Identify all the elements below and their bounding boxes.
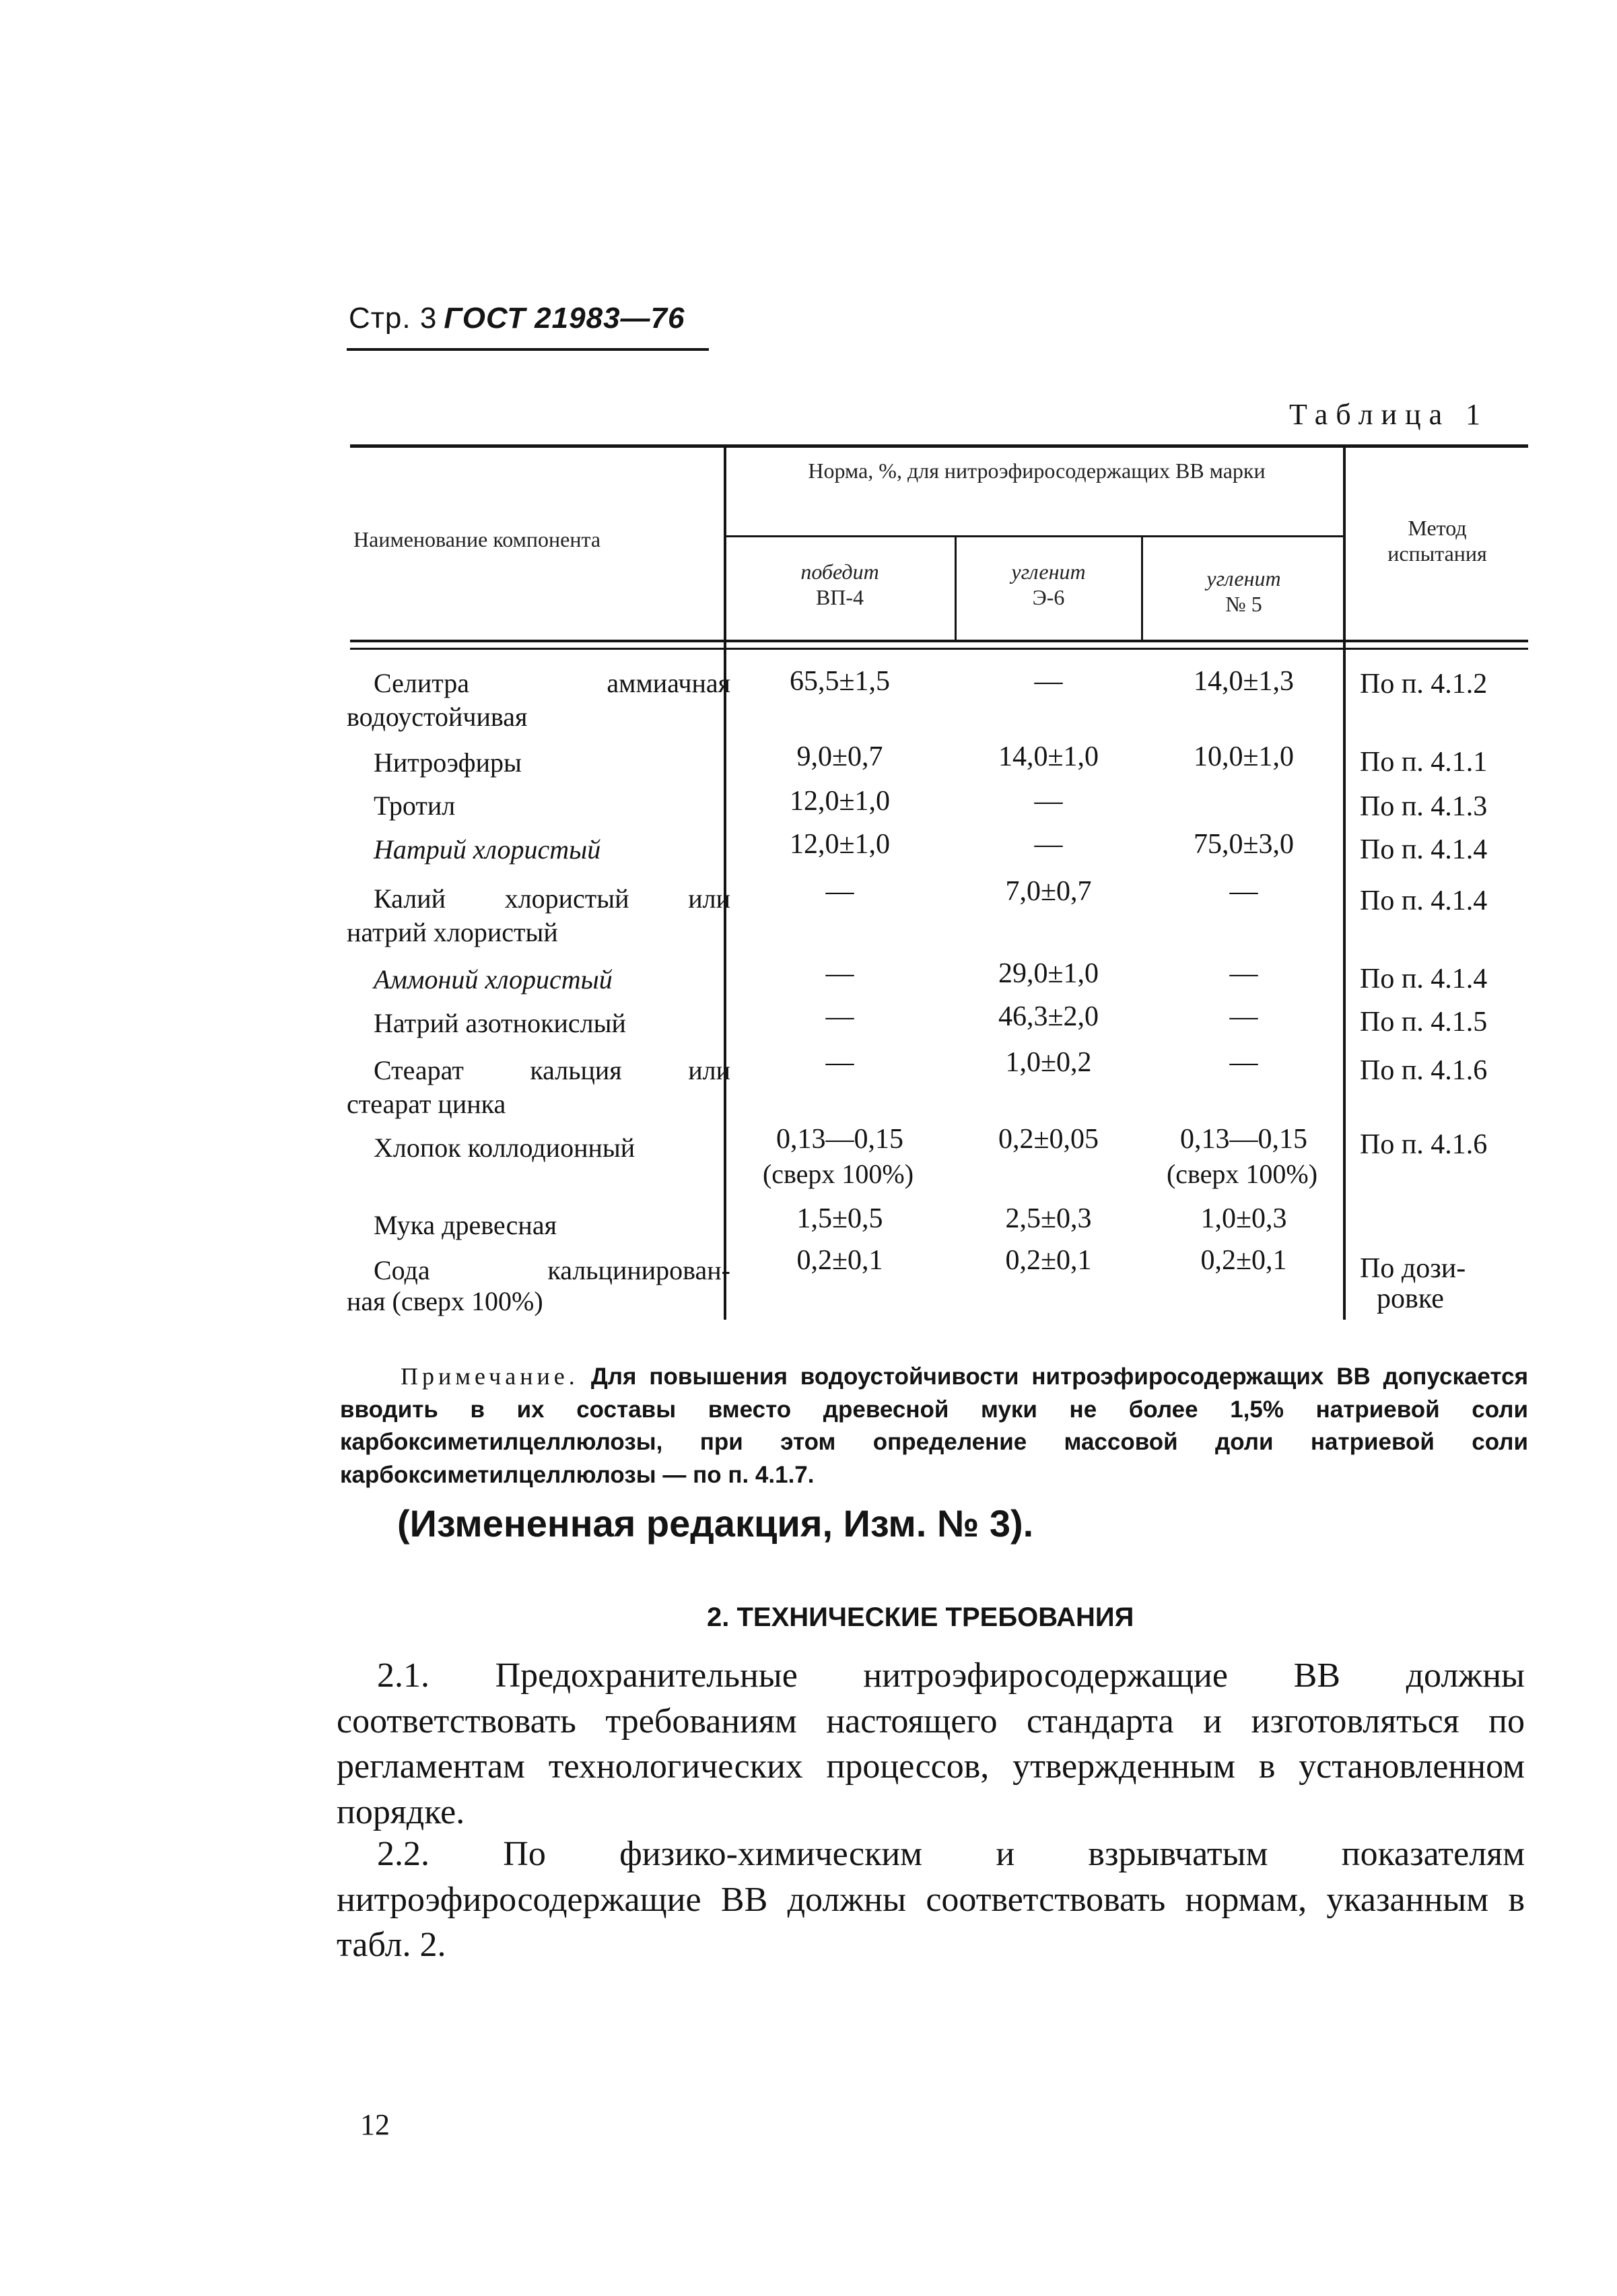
row-6-method: По п. 4.1.4 bbox=[1360, 964, 1488, 994]
row-11-v1: 0,2±0,1 bbox=[796, 1245, 883, 1276]
header-rule bbox=[347, 348, 709, 351]
row-9-method: По п. 4.1.6 bbox=[1360, 1129, 1488, 1160]
brand-3 bbox=[1148, 566, 1340, 617]
row-7-component: Натрий азотнокислый bbox=[374, 1008, 626, 1038]
row-2-v1: 9,0±0,7 bbox=[796, 741, 883, 772]
row-1-v2: — bbox=[1034, 666, 1063, 697]
row-5-component: Калий хлористый или bbox=[374, 883, 730, 914]
paragraph-2-1-text: 2.1. Предохранительные нитроэфиросодержащие ВВ должны соответствовать требованиям настоящего стандарта и изготовляться по регламентам технологических процессов, утвержденным в установленном порядке. bbox=[337, 1656, 1525, 1831]
row-11-v2: 0,2±0,1 bbox=[1005, 1245, 1092, 1276]
brand-subheader-rule bbox=[724, 535, 1343, 537]
row-9-v3: 0,13—0,15 bbox=[1180, 1124, 1307, 1155]
row-5-v1: — bbox=[825, 876, 854, 907]
table-header-rule-b bbox=[350, 648, 1528, 650]
row-2-v3: 10,0±1,0 bbox=[1193, 741, 1295, 772]
row-4-method: По п. 4.1.4 bbox=[1360, 834, 1488, 865]
row-8-v2: 1,0±0,2 bbox=[1005, 1047, 1092, 1078]
row-6-component: Аммоний хлористый bbox=[374, 964, 613, 994]
row-2-v2: 14,0±1,0 bbox=[998, 741, 1099, 772]
row-7-v3: — bbox=[1229, 1001, 1258, 1032]
row-2-component: Нитроэфиры bbox=[374, 747, 522, 778]
row-5-method: По п. 4.1.4 bbox=[1360, 885, 1488, 916]
row-9-v1: 0,13—0,15 bbox=[776, 1124, 903, 1155]
row-5-component-cont: натрий хлористый bbox=[347, 917, 558, 947]
col-divider-4 bbox=[1343, 448, 1346, 1320]
row-10-component: Мука древесная bbox=[374, 1210, 557, 1240]
brand-3-code: № 5 bbox=[1225, 592, 1262, 617]
edition-note: (Измененная редакция, Изм. № 3). bbox=[397, 1502, 1034, 1545]
brand-3-name: угленит bbox=[1206, 566, 1281, 590]
section-title: 2. ТЕХНИЧЕСКИЕ ТРЕБОВАНИЯ bbox=[707, 1602, 1134, 1632]
row-2-method: По п. 4.1.1 bbox=[1360, 747, 1488, 778]
row-10-v2: 2,5±0,3 bbox=[1005, 1203, 1092, 1234]
row-4-component: Натрий хлористый bbox=[374, 834, 601, 865]
row-3-method: По п. 4.1.3 bbox=[1360, 791, 1488, 822]
brand-2 bbox=[959, 559, 1138, 611]
paragraph-2-2 bbox=[337, 1831, 1525, 1968]
row-1-v3: 14,0±1,3 bbox=[1193, 666, 1295, 697]
row-6-v3: — bbox=[1229, 958, 1258, 989]
row-8-component-cont: стеарат цинка bbox=[347, 1089, 506, 1119]
table-top-rule bbox=[350, 444, 1528, 448]
row-6-v2: 29,0±1,0 bbox=[998, 958, 1099, 989]
page-number: 12 bbox=[360, 2108, 390, 2141]
row-9-v1-note: (сверх 100%) bbox=[762, 1159, 914, 1189]
brand-1 bbox=[730, 559, 949, 611]
row-8-v1: — bbox=[825, 1047, 854, 1078]
row-10-v1: 1,5±0,5 bbox=[796, 1203, 883, 1234]
row-1-method: По п. 4.1.2 bbox=[1360, 669, 1488, 700]
row-7-v1: — bbox=[825, 1001, 854, 1032]
row-9-v3-note: (сверх 100%) bbox=[1166, 1159, 1318, 1189]
row-5-v2: 7,0±0,7 bbox=[1005, 876, 1092, 907]
row-6-v1: — bbox=[825, 958, 854, 989]
header-norm: Норма, %, для нитроэфиросодержащих ВВ марки bbox=[808, 459, 1266, 483]
row-11-component-cont: ная (сверх 100%) bbox=[347, 1286, 543, 1316]
row-11-component: Сода кальцинирован- bbox=[374, 1255, 730, 1285]
page-header bbox=[349, 302, 685, 335]
row-9-component: Хлопок коллодионный bbox=[374, 1133, 635, 1163]
row-7-v2: 46,3±2,0 bbox=[998, 1001, 1099, 1032]
row-4-v2: — bbox=[1034, 829, 1063, 860]
row-9-v2: 0,2±0,05 bbox=[998, 1124, 1099, 1155]
col-divider-3 bbox=[1141, 537, 1143, 642]
row-11-v3: 0,2±0,1 bbox=[1200, 1245, 1287, 1276]
col-divider-2 bbox=[955, 537, 957, 642]
brand-2-code: Э-6 bbox=[1032, 585, 1065, 610]
row-10-v3: 1,0±0,3 bbox=[1200, 1203, 1287, 1234]
row-4-v1: 12,0±1,0 bbox=[789, 829, 891, 860]
row-1-component: Селитра аммиачная bbox=[374, 668, 730, 698]
header-component: Наименование компонента bbox=[353, 527, 601, 551]
table-label: Таблица 1 bbox=[1289, 398, 1489, 431]
row-8-v3: — bbox=[1229, 1047, 1258, 1078]
paragraph-2-2-text: 2.2. По физико-химическим и взрывчатым показателям нитроэфиросодержащие ВВ должны соответствовать нормам, указанным в табл. 2. bbox=[337, 1835, 1525, 1965]
page-ref: Стр. 3 bbox=[349, 302, 438, 335]
brand-2-name: угленит bbox=[1011, 560, 1086, 584]
header-method: Метод испытания bbox=[1387, 516, 1487, 566]
row-3-v2: — bbox=[1034, 786, 1063, 817]
paragraph-2-1 bbox=[337, 1653, 1525, 1835]
row-1-v1: 65,5±1,5 bbox=[789, 666, 891, 697]
row-1-component-cont: водоустойчивая bbox=[347, 702, 528, 732]
row-5-v3: — bbox=[1229, 876, 1258, 907]
row-11-method: По дози- bbox=[1360, 1253, 1466, 1284]
row-8-component: Стеарат кальция или bbox=[374, 1055, 730, 1085]
row-3-component: Тротил bbox=[374, 790, 456, 821]
brand-1-name: победит bbox=[800, 560, 879, 584]
brand-1-code: ВП-4 bbox=[815, 585, 864, 610]
note-text: Для повышения водоустойчивости нитроэфиросодержащих ВВ допускается вводить в их составы вместо древесной муки не более 1,5% натриевой соли карбоксиметилцеллюлозы, при этом определение массовой доли натриевой соли карбоксиметилцеллюлозы — по п. 4.1.7. bbox=[340, 1363, 1529, 1488]
row-11-method-cont: ровке bbox=[1377, 1283, 1444, 1314]
row-3-v1: 12,0±1,0 bbox=[789, 786, 891, 817]
row-7-method: По п. 4.1.5 bbox=[1360, 1007, 1488, 1038]
table-header-rule-a bbox=[350, 640, 1528, 642]
row-4-v3: 75,0±3,0 bbox=[1193, 829, 1295, 860]
note-label: Примечание. bbox=[401, 1363, 579, 1390]
row-8-method: По п. 4.1.6 bbox=[1360, 1055, 1488, 1086]
table-note bbox=[340, 1360, 1528, 1491]
standard-code: ГОСТ 21983—76 bbox=[444, 302, 685, 335]
